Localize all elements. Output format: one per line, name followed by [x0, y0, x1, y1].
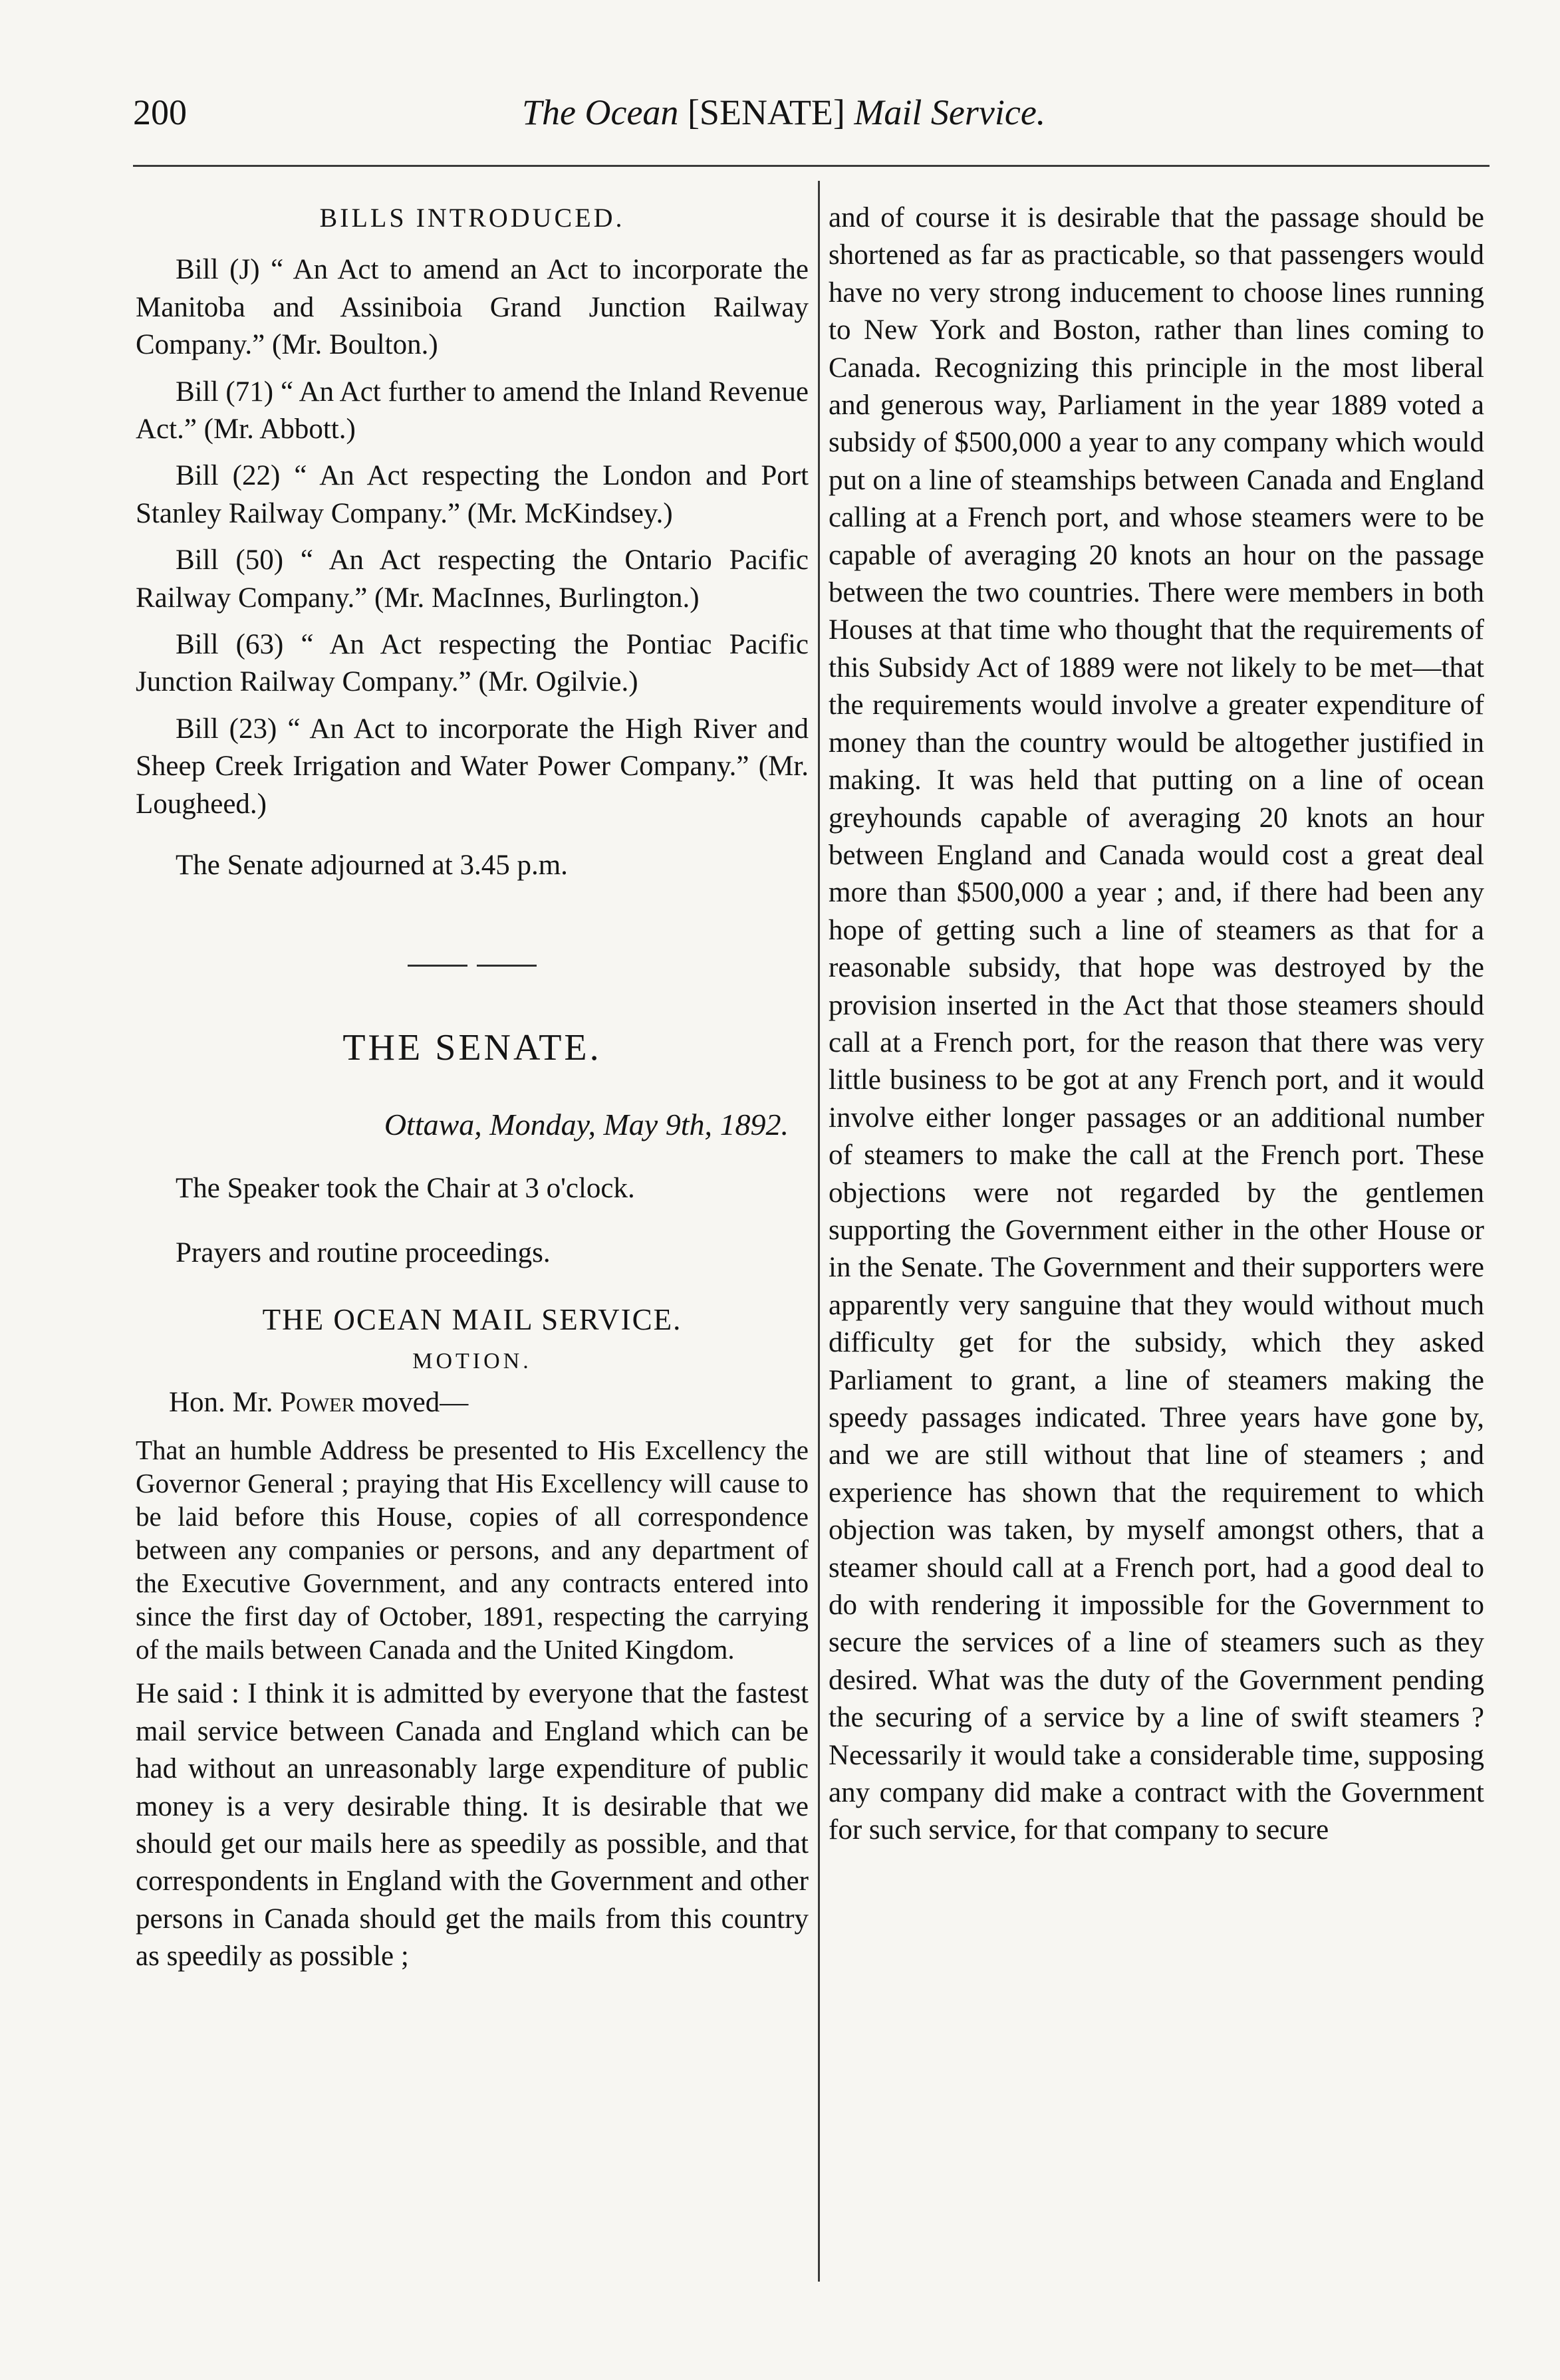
bill-entry: Bill (71) “ An Act further to amend the Inland Revenue Act.” (Mr. Abbott.)	[136, 376, 809, 445]
adjournment-note: The Senate adjourned at 3.45 p.m.	[176, 850, 568, 882]
mover-line	[136, 1384, 809, 1421]
motion-label: MOTION.	[412, 1348, 532, 1373]
column-rule	[818, 181, 820, 2282]
running-title-left: The Ocean	[522, 92, 679, 132]
mover-name: Power	[280, 1386, 355, 1418]
running-title	[522, 92, 1045, 133]
bills-introduced-heading: BILLS INTRODUCED.	[319, 203, 625, 233]
header-rule	[133, 165, 1490, 167]
mover-suffix: moved—	[362, 1386, 469, 1418]
running-title-right: Mail Service.	[854, 92, 1046, 132]
running-head	[133, 81, 1476, 148]
section-divider	[136, 965, 809, 967]
page-number: 200	[133, 92, 187, 132]
speech-continuation: and of course it is desirable that the passage should be shortened as far as practicable, so that passengers would have no very strong inducement to choose lines running to New York and Boston, rather than lines coming to Canada. Recognizing this principle in the most liberal and generous way, Parliament in the year 1889 voted a subsidy of $500,000 a year to any company which would put on a line of steamships between Canada and England calling at a French port, and whose steamers were to be capable of averaging 20 knots an hour on the passage between the two countries. There were members in both Houses at that time who thought that the requirements of this Subsidy Act of 1889 were not likely to be met—that the requirements would involve a greater expenditure of money than the country would be altogether justified in making. It was held that putting on a line of ocean greyhounds capable of averaging 20 knots an hour between England and Canada would cost a great deal more than $500,000 a year ; and, if there had been any hope of getting such a line of steamers as that for a reasonable subsidy, that hope was destroyed by the provision inserted in the Act that those steamers should call at a French port, for the reason that there was very little business to be got at any French port, and it would involve either longer passages or an additional number of steamers to make the call at the French port. These objections were not regarded by the gentlemen supporting the Government either in the other House or in the Senate. The Government and their supporters were apparently very sanguine that they would without much difficulty get for the subsidy, which they asked Parliament to grant, a line of steamers making the speedy passages indicated. Three years have gone by, and we are still without that line of steamers ; and experience has shown that the requirement to which objection was taken, by myself amongst others, that a steamer should call at a French port, had a good deal to do with rendering it impossible for the Government to secure the services of a line of steamers such as they desired. What was the duty of the Government pending the securing of a service by a line of swift steamers ? Necessarily it would take a considerable time, supposing any company did make a contract with the Government for such service, for that company to secure	[829, 202, 1484, 1846]
running-title-chamber: [SENATE]	[687, 92, 845, 132]
motion-text: That an humble Address be presented to His Excellency the Governor General ; praying that His Excellency will cause to be laid before this House, copies of all correspondence between any companies or persons, and any department of the Executive Government, and any contracts entered into since the first day of October, 1891, respecting the carrying of the mails between Canada and the United Kingdom.	[136, 1435, 809, 1665]
bill-entry: Bill (J) “ An Act to amend an Act to incorporate the Manitoba and Assiniboia Grand Junction Railway Company.” (Mr. Boulton.)	[136, 254, 809, 361]
bill-entry: Bill (23) “ An Act to incorporate the High River and Sheep Creek Irrigation and Water Power Company.” (Mr. Lougheed.)	[136, 713, 809, 820]
mover-prefix: Hon. Mr.	[169, 1386, 273, 1418]
bill-entry: Bill (50) “ An Act respecting the Ontario Pacific Railway Company.” (Mr. MacInnes, Burlington.)	[136, 544, 809, 614]
left-column	[136, 199, 809, 1976]
prayers-line: Prayers and routine proceedings.	[176, 1237, 551, 1268]
ocean-mail-service-heading: THE OCEAN MAIL SERVICE.	[262, 1303, 682, 1337]
dateline: Ottawa, Monday, May 9th, 1892.	[384, 1107, 789, 1141]
right-column	[829, 199, 1484, 1849]
bill-entry: Bill (63) “ An Act respecting the Pontiac Pacific Junction Railway Company.” (Mr. Ogilvie.)	[136, 629, 809, 698]
speaker-line: The Speaker took the Chair at 3 o'clock.	[176, 1173, 635, 1205]
bill-entry: Bill (22) “ An Act respecting the London and Port Stanley Railway Company.” (Mr. McKindsey.)	[136, 460, 809, 529]
senate-heading: THE SENATE.	[342, 1026, 602, 1068]
speech-paragraph: He said : I think it is admitted by everyone that the fastest mail service between Canada and England which can be had without an unreasonably large expenditure of public money is a very desirable thing. It is desirable that we should get our mails here as speedily as possible, and that correspondents in England with the Government and other persons in Canada should get the mails from this country as speedily as possible ;	[136, 1678, 809, 1972]
